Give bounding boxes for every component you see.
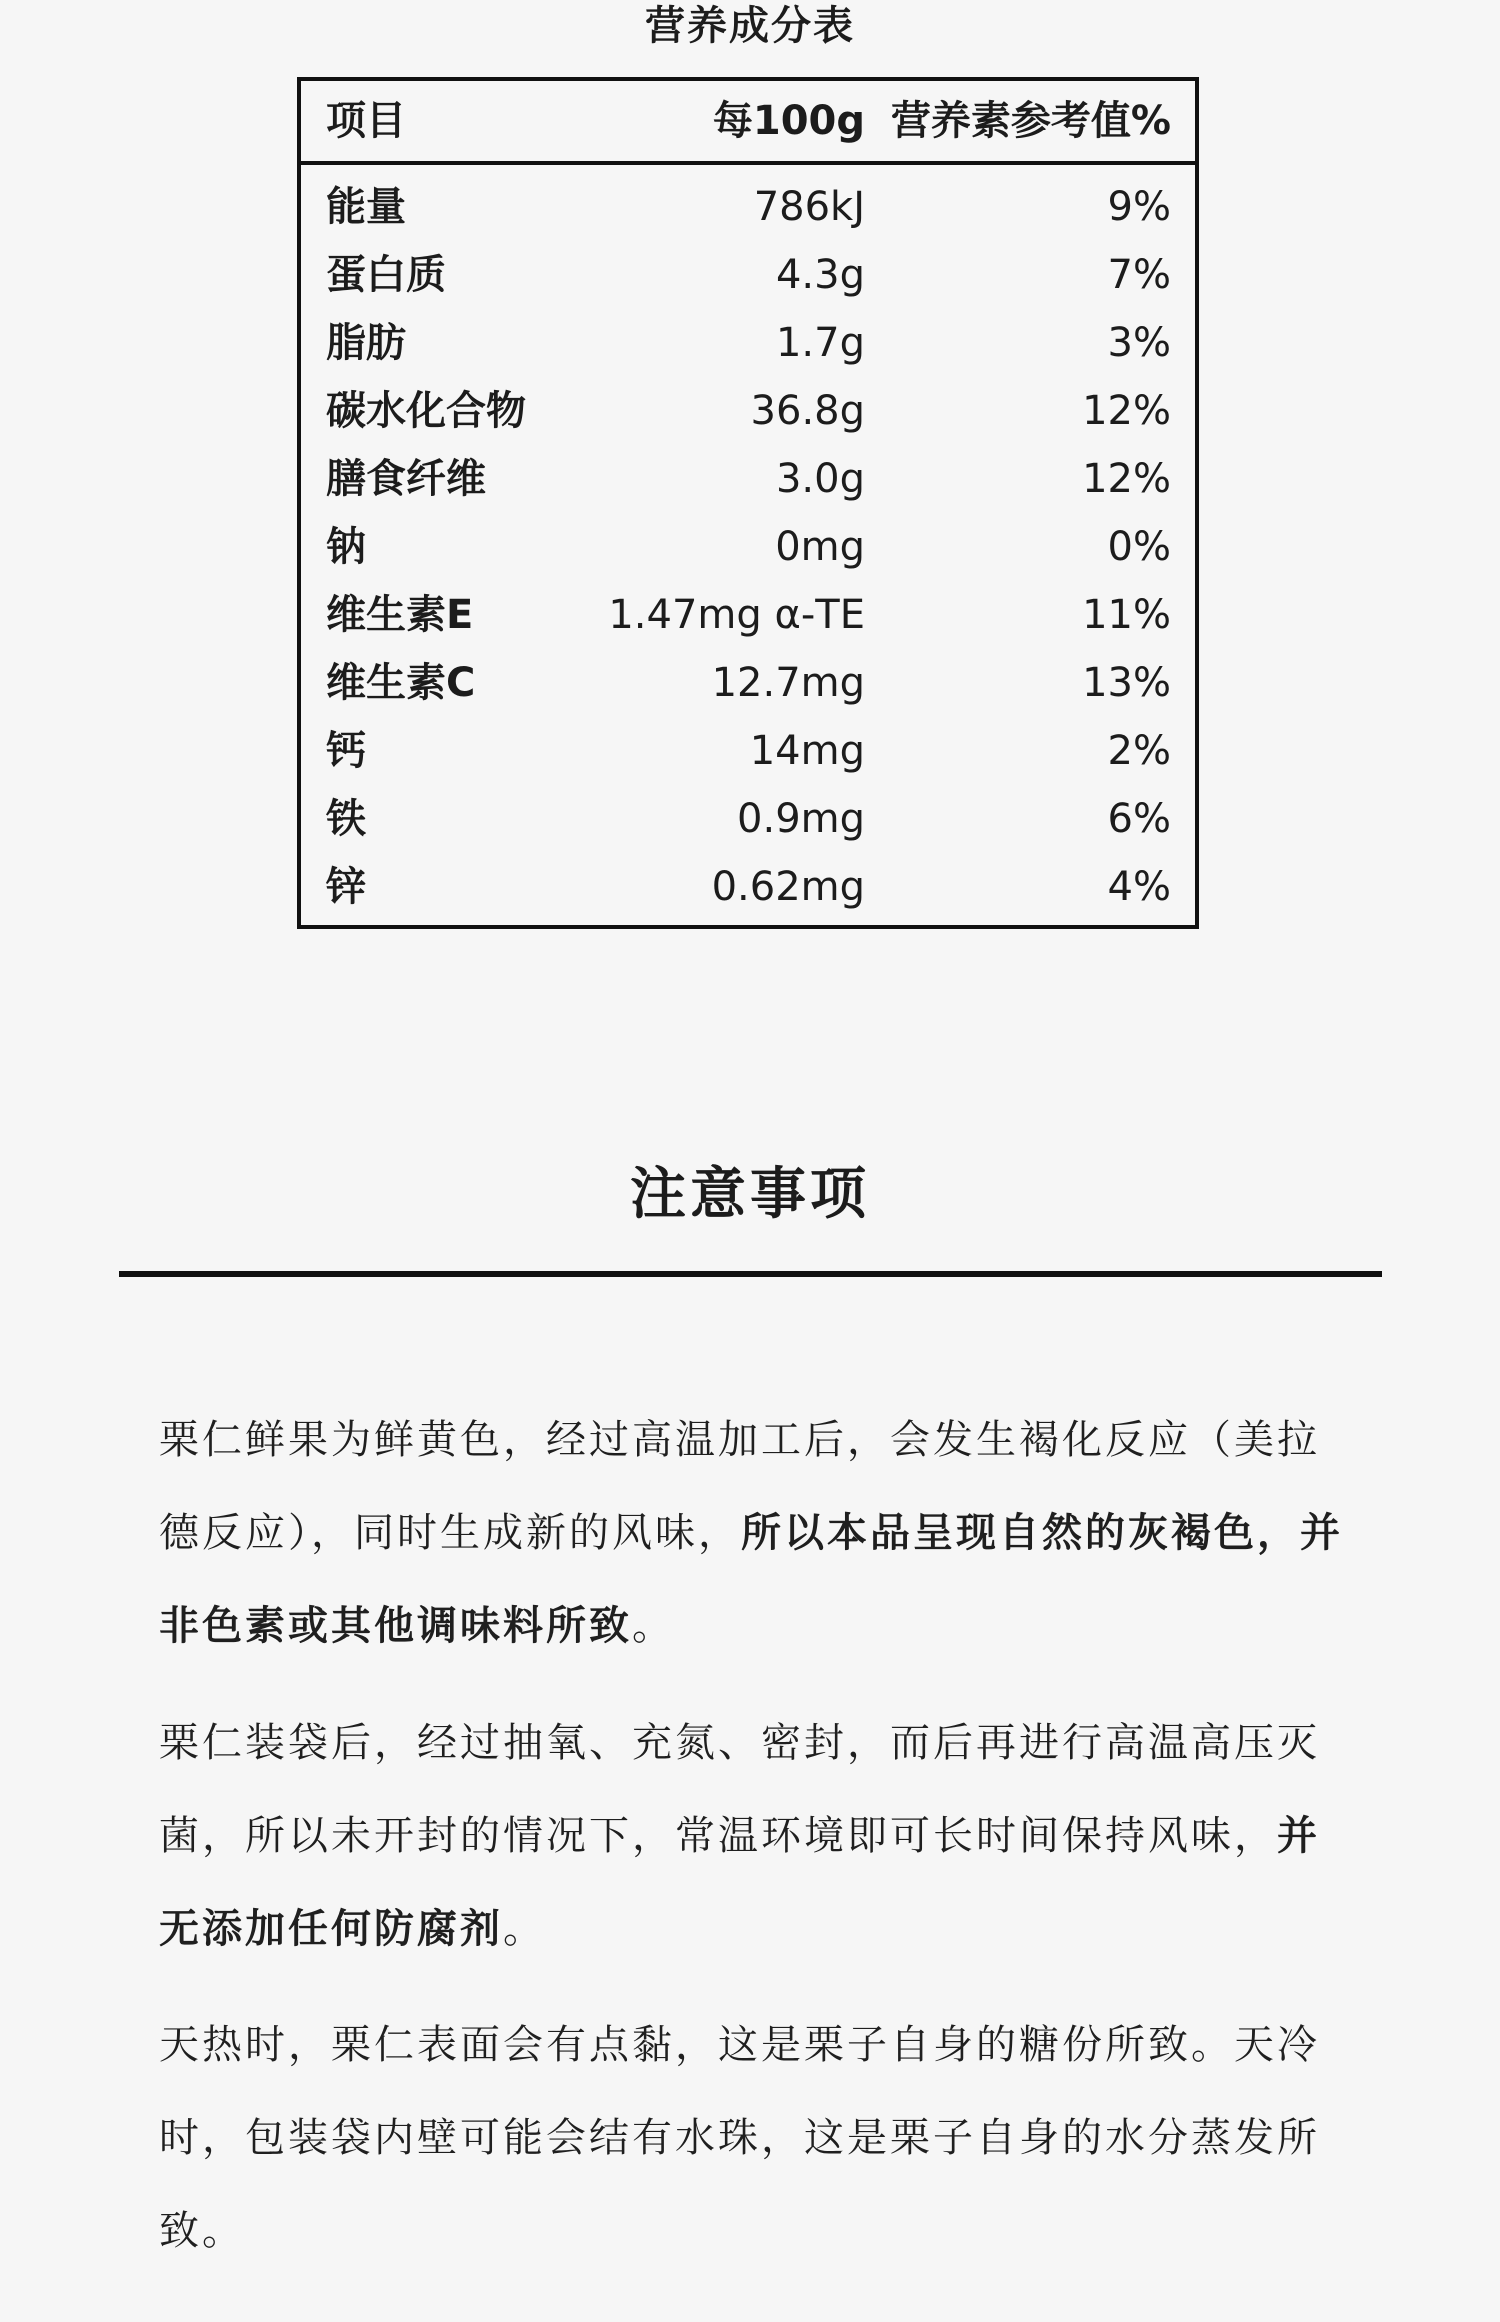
nutrient-per-100g: 0mg — [775, 524, 865, 570]
header-per-100g: 每100g — [712, 98, 865, 144]
nutrient-per-100g: 1.47mg α-TE — [608, 592, 865, 638]
paragraph-tail: 。 — [632, 1603, 675, 1649]
nutrient-name: 膳食纤维 — [326, 456, 486, 502]
table-header — [301, 81, 1195, 165]
nutrient-nrv: 9% — [1107, 184, 1171, 230]
table-row — [301, 853, 1195, 921]
nutrient-per-100g: 1.7g — [775, 320, 865, 366]
paragraph-tail: 。 — [503, 1906, 546, 1952]
nutrient-name: 碳水化合物 — [326, 388, 526, 434]
table-row — [301, 173, 1195, 241]
nutrient-per-100g: 14mg — [749, 728, 865, 774]
paragraph-text: 栗仁鲜果为鲜黄色，经过高温加工后，会发生褐化反应（美拉德反应），同时生成新的风味， — [159, 1417, 1320, 1556]
nutrient-nrv: 2% — [1107, 728, 1171, 774]
header-item: 项目 — [326, 98, 406, 144]
nutrient-nrv: 13% — [1082, 660, 1171, 706]
table-row — [301, 445, 1195, 513]
nutrition-facts-table — [297, 77, 1199, 929]
nutrient-per-100g: 36.8g — [750, 388, 865, 434]
nutrient-name: 脂肪 — [326, 320, 406, 366]
nutrient-name: 蛋白质 — [326, 252, 446, 298]
table-row — [301, 513, 1195, 581]
table-row — [301, 581, 1195, 649]
nutrient-per-100g: 0.9mg — [737, 796, 865, 842]
table-row — [301, 785, 1195, 853]
heading-divider — [119, 1271, 1382, 1277]
nutrient-nrv: 3% — [1107, 320, 1171, 366]
nutrient-per-100g: 3.0g — [775, 456, 865, 502]
paragraph-emphasis: 并无添加任何防腐剂 — [159, 1813, 1320, 1952]
table-row — [301, 717, 1195, 785]
notice-paragraph — [159, 1394, 1349, 1673]
notice-paragraph — [159, 1999, 1349, 2278]
nutrient-nrv: 0% — [1107, 524, 1171, 570]
nutrient-name: 锌 — [326, 864, 366, 910]
nutrient-nrv: 11% — [1082, 592, 1171, 638]
nutrient-name: 钙 — [326, 728, 366, 774]
table-row — [301, 649, 1195, 717]
nutrient-nrv: 12% — [1082, 456, 1171, 502]
header-nrv: 营养素参考值% — [890, 98, 1171, 144]
nutrient-per-100g: 4.3g — [775, 252, 865, 298]
nutrient-name: 维生素E — [326, 592, 474, 638]
paragraph-text: 栗仁装袋后，经过抽氧、充氮、密封，而后再进行高温高压灭菌，所以未开封的情况下，常温环境即可长时间保持风味， — [159, 1720, 1320, 1859]
nutrient-nrv: 6% — [1107, 796, 1171, 842]
notice-heading: 注意事项 — [630, 1162, 870, 1227]
nutrition-table-title: 营养成分表 — [645, 3, 855, 49]
nutrient-name: 维生素C — [326, 660, 476, 706]
nutrient-per-100g: 12.7mg — [711, 660, 865, 706]
table-body — [301, 165, 1195, 921]
notice-paragraph — [159, 1697, 1349, 1976]
nutrient-nrv: 7% — [1107, 252, 1171, 298]
table-row — [301, 241, 1195, 309]
nutrient-name: 钠 — [326, 524, 366, 570]
table-row — [301, 309, 1195, 377]
nutrient-per-100g: 786kJ — [753, 184, 865, 230]
nutrient-per-100g: 0.62mg — [711, 864, 865, 910]
nutrient-nrv: 12% — [1082, 388, 1171, 434]
nutrient-name: 能量 — [326, 184, 406, 230]
paragraph-emphasis: 所以本品呈现自然的灰褐色，并非色素或其他调味料所致 — [159, 1510, 1343, 1649]
nutrient-nrv: 4% — [1107, 864, 1171, 910]
nutrient-name: 铁 — [326, 796, 366, 842]
table-row — [301, 377, 1195, 445]
paragraph-text: 天热时，栗仁表面会有点黏，这是栗子自身的糖份所致。天冷时，包装袋内壁可能会结有水珠，这是栗子自身的水分蒸发所致。 — [159, 2022, 1320, 2254]
